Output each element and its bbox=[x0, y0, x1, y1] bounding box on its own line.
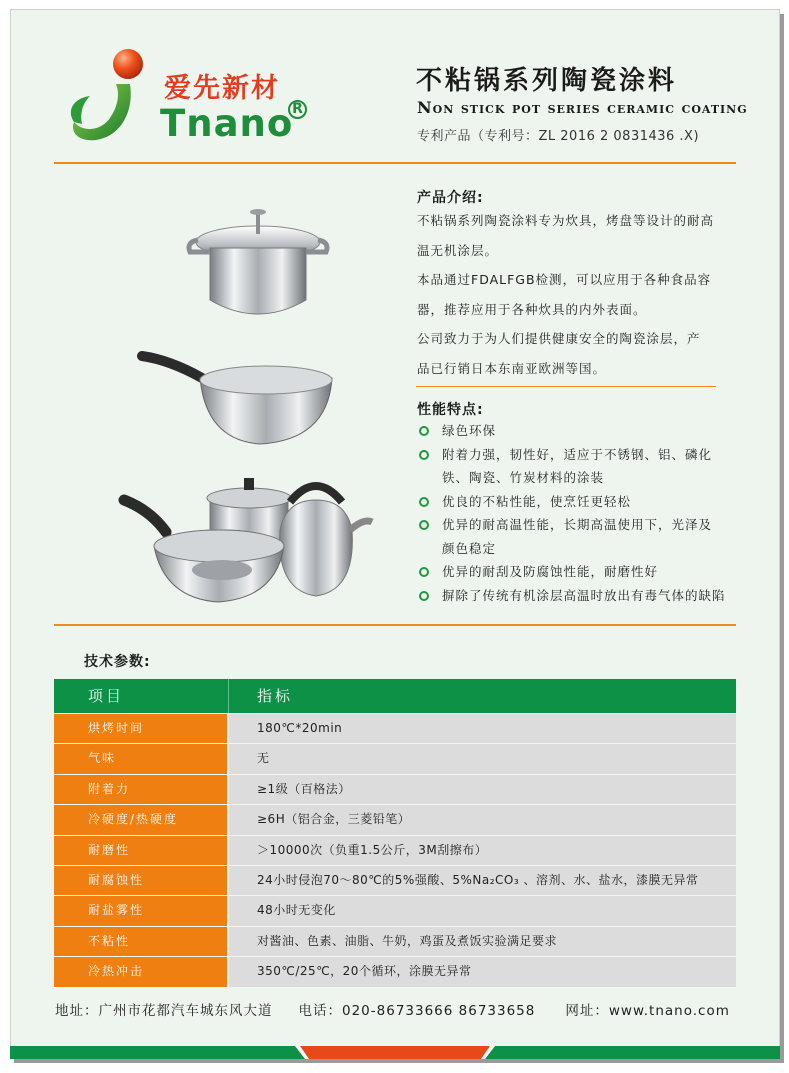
page-shadow-right bbox=[780, 14, 784, 1062]
intro-line: 温无机涂层。 bbox=[417, 242, 499, 258]
feature-text: 铁、陶瓷、竹炭材料的涂装 bbox=[442, 470, 605, 485]
tech-title: 技术参数: bbox=[84, 654, 151, 670]
features-list bbox=[417, 419, 747, 607]
feature-text: 摒除了传统有机涂层高温时放出有毒气体的缺陷 bbox=[442, 587, 726, 603]
table-row bbox=[54, 895, 736, 925]
spec-label: 不粘性 bbox=[54, 927, 229, 956]
bullet-circle-icon bbox=[419, 567, 429, 577]
feature-text: 优异的耐刮及防腐蚀性能，耐磨性好 bbox=[442, 564, 659, 579]
patent-number: 专利产品（专利号：ZL 2016 2 0831436 .X) bbox=[417, 129, 700, 144]
bullet-circle-icon bbox=[419, 426, 429, 436]
feature-text: 优异的耐高温性能，长期高温使用下，光泽及 bbox=[442, 517, 713, 532]
spec-label: 气味 bbox=[54, 744, 229, 773]
bullet-circle-icon bbox=[419, 591, 429, 601]
contact-footer bbox=[55, 999, 745, 1019]
spec-label: 耐腐蚀性 bbox=[54, 866, 229, 895]
spec-table bbox=[54, 679, 736, 987]
spec-value: 24小时侵泡70～80℃的5%强酸、5%Na₂CO₃ 、溶剂、水、盐水，漆膜无异常 bbox=[229, 866, 736, 895]
spec-value: 无 bbox=[229, 744, 736, 773]
spec-value: 350℃/25℃，20个循环，涂膜无异常 bbox=[229, 957, 736, 986]
bullet-circle-icon bbox=[419, 520, 429, 530]
intro-line: 器，推荐应用于各种炊具的内外表面。 bbox=[417, 301, 647, 317]
table-row bbox=[54, 835, 736, 865]
table-row bbox=[54, 865, 736, 895]
cookware-set-icon bbox=[124, 478, 372, 602]
brand-name-en: Tnano bbox=[160, 102, 294, 145]
feature-text: 附着力强，韧性好，适应于不锈钢、铝、磷化 bbox=[442, 446, 713, 462]
spec-value: ≥6H（铝合金，三菱铅笔） bbox=[229, 805, 736, 834]
features-title: 性能特点: bbox=[417, 402, 484, 418]
spec-label: 冷热冲击 bbox=[54, 957, 229, 986]
phone: 电话：020-86733666 86733658 bbox=[298, 1003, 536, 1019]
header-value: 指标 bbox=[257, 687, 294, 705]
intro-line: 品已行销日本东南亚欧洲等国。 bbox=[417, 360, 607, 376]
intro-text bbox=[417, 206, 737, 384]
feature-item bbox=[417, 443, 747, 490]
section-divider bbox=[416, 386, 716, 387]
header-divider bbox=[54, 162, 736, 164]
spec-value: ≥1级（百格法） bbox=[229, 775, 736, 804]
intro-line: 本品通过FDALFGB检测，可以应用于各种食品容 bbox=[417, 272, 712, 288]
brand-name-cn: 爱先新材 bbox=[164, 73, 280, 104]
address: 地址：广州市花都汽车城东风大道 bbox=[55, 1003, 273, 1019]
wok-icon bbox=[142, 356, 332, 444]
feature-item bbox=[417, 419, 747, 443]
feature-item bbox=[417, 560, 747, 584]
intro-line: 不粘锅系列陶瓷涂料专为炊具，烤盘等设计的耐高 bbox=[417, 213, 715, 228]
table-row bbox=[54, 713, 736, 743]
table-row bbox=[54, 804, 736, 834]
intro-line: 公司致力于为人们提供健康安全的陶瓷涂层，产 bbox=[417, 331, 701, 347]
feature-text: 优良的不粘性能，使烹饪更轻松 bbox=[442, 493, 632, 509]
feature-text: 绿色环保 bbox=[442, 423, 497, 438]
spec-label: 附着力 bbox=[54, 775, 229, 804]
bottom-decor-bar bbox=[10, 1046, 780, 1059]
intro-title: 产品介绍: bbox=[417, 190, 484, 206]
spec-label: 耐磨性 bbox=[54, 836, 229, 865]
spec-value: 48小时无变化 bbox=[229, 896, 736, 925]
bullet-circle-icon bbox=[419, 497, 429, 507]
feature-item bbox=[417, 584, 747, 608]
bullet-circle-icon bbox=[419, 450, 429, 460]
page-subtitle: Non stick pot series ceramic coating bbox=[417, 98, 748, 117]
spec-value: 180℃*20min bbox=[229, 714, 736, 743]
feature-item bbox=[417, 513, 747, 560]
spec-table-header bbox=[54, 679, 736, 713]
spec-label: 耐盐雾性 bbox=[54, 896, 229, 925]
page-shadow-bottom bbox=[14, 1059, 784, 1063]
stockpot-icon bbox=[189, 209, 327, 314]
table-row bbox=[54, 956, 736, 986]
spec-value: ＞10000次（负重1.5公斤，3M刮擦布） bbox=[229, 836, 736, 865]
registered-mark: R bbox=[288, 100, 307, 119]
website-link[interactable]: 网址：www.tnano.com bbox=[565, 1003, 730, 1019]
brand-logo-icon bbox=[60, 40, 160, 150]
header-item: 项目 bbox=[54, 679, 229, 713]
table-row bbox=[54, 926, 736, 956]
page-title: 不粘锅系列陶瓷涂料 bbox=[416, 66, 678, 96]
brand-logo bbox=[60, 40, 320, 150]
spec-label: 烘烤时间 bbox=[54, 714, 229, 743]
feature-item bbox=[417, 490, 747, 514]
feature-text: 颜色稳定 bbox=[442, 540, 497, 556]
table-row bbox=[54, 743, 736, 773]
spec-label: 冷硬度/热硬度 bbox=[54, 805, 229, 834]
cookware-illustrations bbox=[110, 200, 380, 620]
spec-value: 对酱油、色素、油脂、牛奶，鸡蛋及煮饭实验满足要求 bbox=[229, 927, 736, 956]
features-divider bbox=[54, 624, 736, 626]
table-row bbox=[54, 774, 736, 804]
